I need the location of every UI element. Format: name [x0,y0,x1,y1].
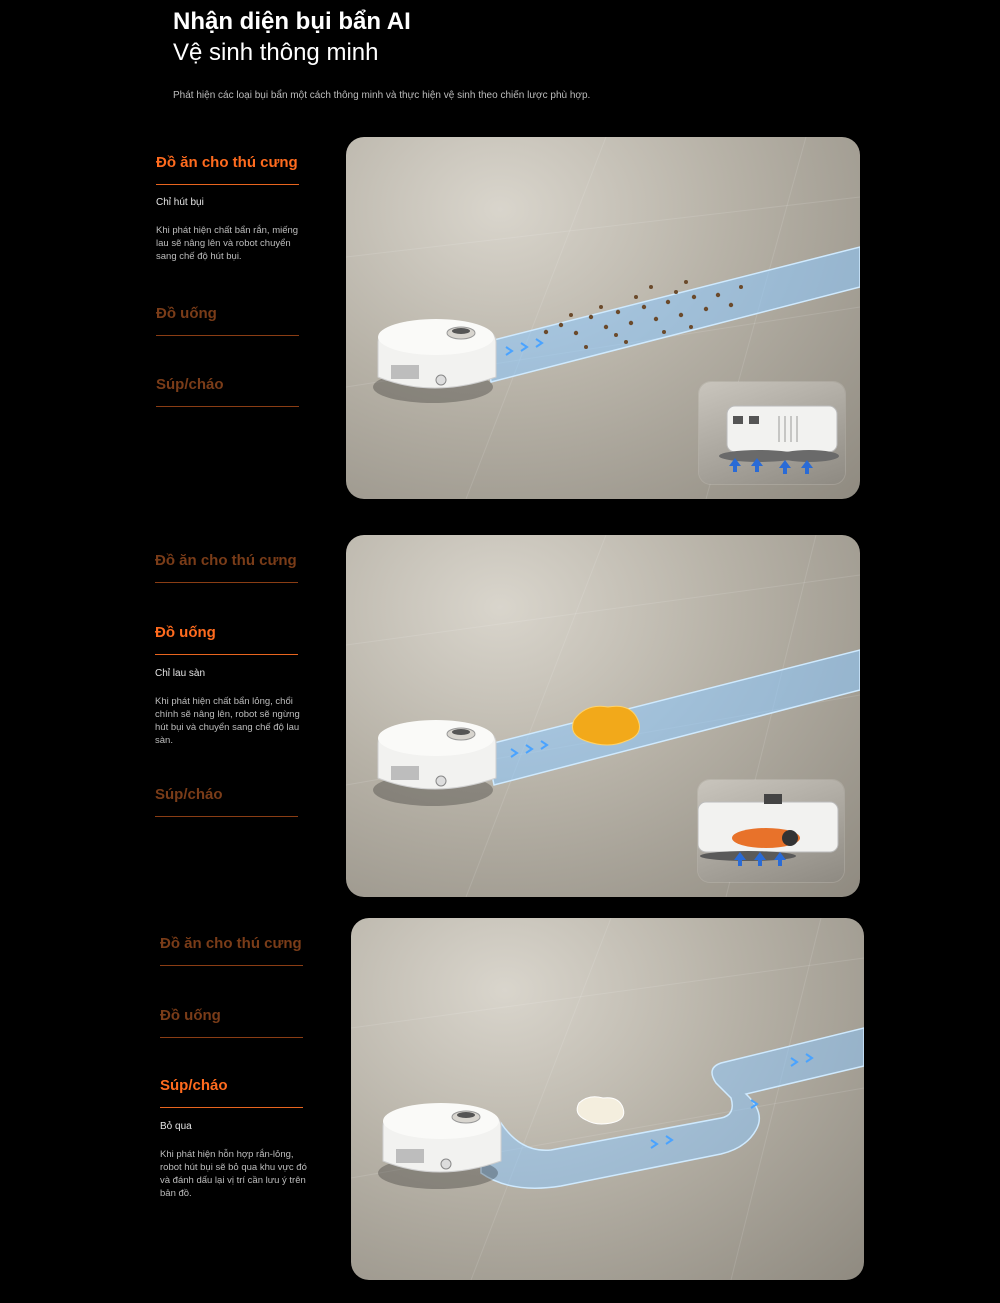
mode-description: Khi phát hiện chất bẩn rắn, miếng lau sẽ nâng lên và robot chuyển sang chế độ hút bụi. [156,225,299,262]
scene-image-vacuum [346,137,860,499]
tab-detail [160,1121,320,1200]
dirt-type-tabs [155,535,298,817]
mode-label: Bỏ qua [160,1121,192,1132]
inset-image-mop-lift [699,382,845,484]
tab-detail [156,197,316,263]
tab-label: Đồ ăn cho thú cưng [156,154,298,171]
tab-label: Đồ uống [160,1007,221,1024]
tab-label: Đồ ăn cho thú cưng [160,935,302,952]
tab-label: Súp/cháo [155,786,223,803]
tab-detail [155,668,315,747]
tab-pet-food[interactable] [155,550,298,583]
tab-soup[interactable] [160,1075,303,1108]
inset-image-brush-lift [698,780,844,882]
tab-label: Súp/cháo [160,1077,228,1094]
tab-soup[interactable] [155,784,298,817]
mode-description: Khi phát hiện hỗn hợp rắn-lỏng, robot hút bụi sẽ bỏ qua khu vực đó và đánh dấu lại vị trí cần lưu ý trên bản đồ. [160,1149,307,1199]
scene-image-avoid [351,918,864,1280]
mode-label: Chỉ lau sàn [155,668,206,679]
tab-pet-food[interactable] [156,152,299,185]
tab-label: Đồ uống [155,624,216,641]
tab-label: Đồ ăn cho thú cưng [155,552,297,569]
tab-drinks[interactable] [156,303,299,336]
scene-image-mop [346,535,860,897]
tab-soup[interactable] [156,374,299,407]
tab-drinks[interactable] [160,1005,303,1038]
tab-drinks[interactable] [155,622,298,655]
tab-label: Đồ uống [156,305,217,322]
page-subtitle: Vệ sinh thông minh [173,39,379,66]
page-title: Nhận diện bụi bẩn AI [173,8,411,35]
page-description: Phát hiện các loại bụi bẩn một cách thông minh và thực hiện vệ sinh theo chiến lược phù hợp. [173,90,591,101]
dirt-type-tabs [156,137,299,417]
section-soup [0,918,1000,1280]
dirt-type-tabs [160,918,307,1199]
tab-label: Súp/cháo [156,376,224,393]
section-drinks [0,535,1000,897]
mode-label: Chỉ hút bụi [156,197,204,208]
mode-description: Khi phát hiện chất bẩn lỏng, chổi chính sẽ nâng lên, robot sẽ ngừng hút bụi và chuyển sang chế độ lau sàn. [155,696,300,746]
section-pet-food [0,137,1000,499]
tab-pet-food[interactable] [160,933,303,966]
